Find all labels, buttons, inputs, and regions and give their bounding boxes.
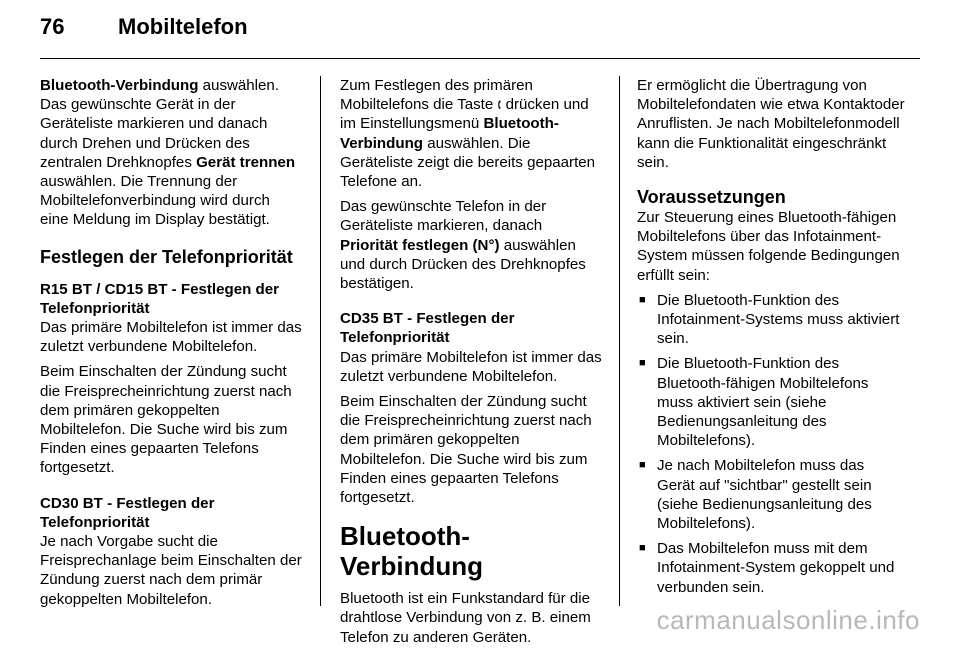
bullet-square-icon: ■ <box>639 293 646 306</box>
paragraph: Bluetooth ist ein Funkstandard für die drahtlose Verbindung von z. B. einem Telefon zu anderen Geräten. <box>340 590 591 646</box>
phone-key-icon: 🕻 <box>497 97 502 113</box>
subheading: CD30 BT - Festlegen der Telefonpriorität <box>40 494 215 531</box>
subheading: R15 BT / CD15 BT - Festlegen der Telefonpriorität <box>40 280 280 317</box>
text: auswählen. Die Geräteliste zeigt die bereits gepaarten Telefone an. <box>340 134 596 191</box>
column-3 <box>637 76 905 603</box>
ui-term: Priorität festlegen (N°) <box>340 236 500 254</box>
paragraph: Das primäre Mobiltelefon ist immer das zuletzt verbundene Mobiltelefon. <box>40 319 302 356</box>
paragraph <box>340 76 602 191</box>
column-divider <box>619 76 620 606</box>
paragraph: Beim Einschalten der Zündung sucht die Freisprecheinrichtung zuerst nach dem primären gekoppelten Mobiltelefon. Die Suche wird bis zum Finden eines gepaarten Telefons fortgesetzt. <box>40 363 292 477</box>
list-item <box>637 291 905 349</box>
ui-term: Bluetooth-Verbindung <box>340 115 559 152</box>
list-item-text: Die Bluetooth-Funktion des Infotainment-Systems muss aktiviert sein. <box>657 291 900 348</box>
list-item-text: Die Bluetooth-Funktion des Bluetooth-fähigen Mobiltelefons muss aktiviert sein (siehe Bedienungsanleitung des Mobiltelefons). <box>657 355 869 450</box>
list-item <box>637 539 905 597</box>
header-rule <box>40 58 920 59</box>
ui-term: Gerät trennen <box>196 153 296 171</box>
subheading: CD35 BT - Festlegen der Telefonpriorität <box>340 310 515 347</box>
page-number: 76 <box>40 14 65 39</box>
watermark: carmanualsonline.info <box>656 605 920 635</box>
column-divider <box>320 76 321 606</box>
paragraph: Je nach Vorgabe sucht die Freisprechanlage beim Einschalten der Zündung zuerst nach dem primär gekoppelten Mobiltelefon. <box>40 533 302 608</box>
paragraph: Beim Einschalten der Zündung sucht die Freisprecheinrichtung zuerst nach dem primären gekoppelten Mobiltelefon. Die Suche wird bis zum Finden eines gepaarten Telefons fortgesetzt. <box>340 393 592 507</box>
ui-term: Bluetooth-Verbindung <box>40 77 199 94</box>
bullet-square-icon: ■ <box>639 357 646 370</box>
paragraph <box>40 76 302 230</box>
page-header <box>40 14 248 50</box>
text: drücken und im Einstellungsmenü <box>340 96 589 133</box>
text: auswählen und durch Drücken des Drehknopfes bestätigen. <box>340 236 586 293</box>
paragraph: Zur Steuerung eines Bluetooth-fähigen Mobiltelefons über das Infotainment-System müssen folgende Bedingungen erfüllt sein: <box>637 209 900 284</box>
bullet-square-icon: ■ <box>639 459 646 472</box>
text: auswählen. Das gewünschte Gerät in der Geräteliste markieren und danach durch Drehen und Drücken des zentralen Drehknopfes <box>40 77 280 171</box>
text: auswählen. Die Trennung der Mobiltelefonverbindung wird durch eine Meldung im Display bestätigt. <box>40 173 270 229</box>
text: Das gewünschte Telefon in der Geräteliste markieren, danach <box>340 198 547 235</box>
bullet-square-icon: ■ <box>639 542 646 555</box>
section-heading: Festlegen der Telefonpriorität <box>40 246 293 267</box>
list-item <box>637 456 905 533</box>
paragraph <box>340 197 602 293</box>
paragraph: Er ermöglicht die Übertragung von Mobiltelefondaten wie etwa Kontaktoder Anruflisten. Je nach Mobiltelefonmodell kann die Funktionalität eingeschränkt sein. <box>637 77 905 171</box>
page-title: Mobiltelefon <box>118 14 248 39</box>
text: Zum Festlegen des primären Mobiltelefons die Taste <box>340 77 533 114</box>
paragraph: Das primäre Mobiltelefon ist immer das zuletzt verbundene Mobiltelefon. <box>340 348 602 385</box>
chapter-heading: Bluetooth-Verbindung <box>340 521 483 582</box>
section-heading: Voraussetzungen <box>637 187 786 208</box>
list-item-text: Je nach Mobiltelefon muss das Gerät auf "sichtbar" gestellt sein (siehe Bedienungsanleitung des Mobiltelefons). <box>657 457 872 533</box>
list-item <box>637 354 905 450</box>
list-item-text: Das Mobiltelefon muss mit dem Infotainment-System gekoppelt und verbunden sein. <box>657 540 895 596</box>
column-1 <box>40 76 302 615</box>
column-2 <box>340 76 602 653</box>
